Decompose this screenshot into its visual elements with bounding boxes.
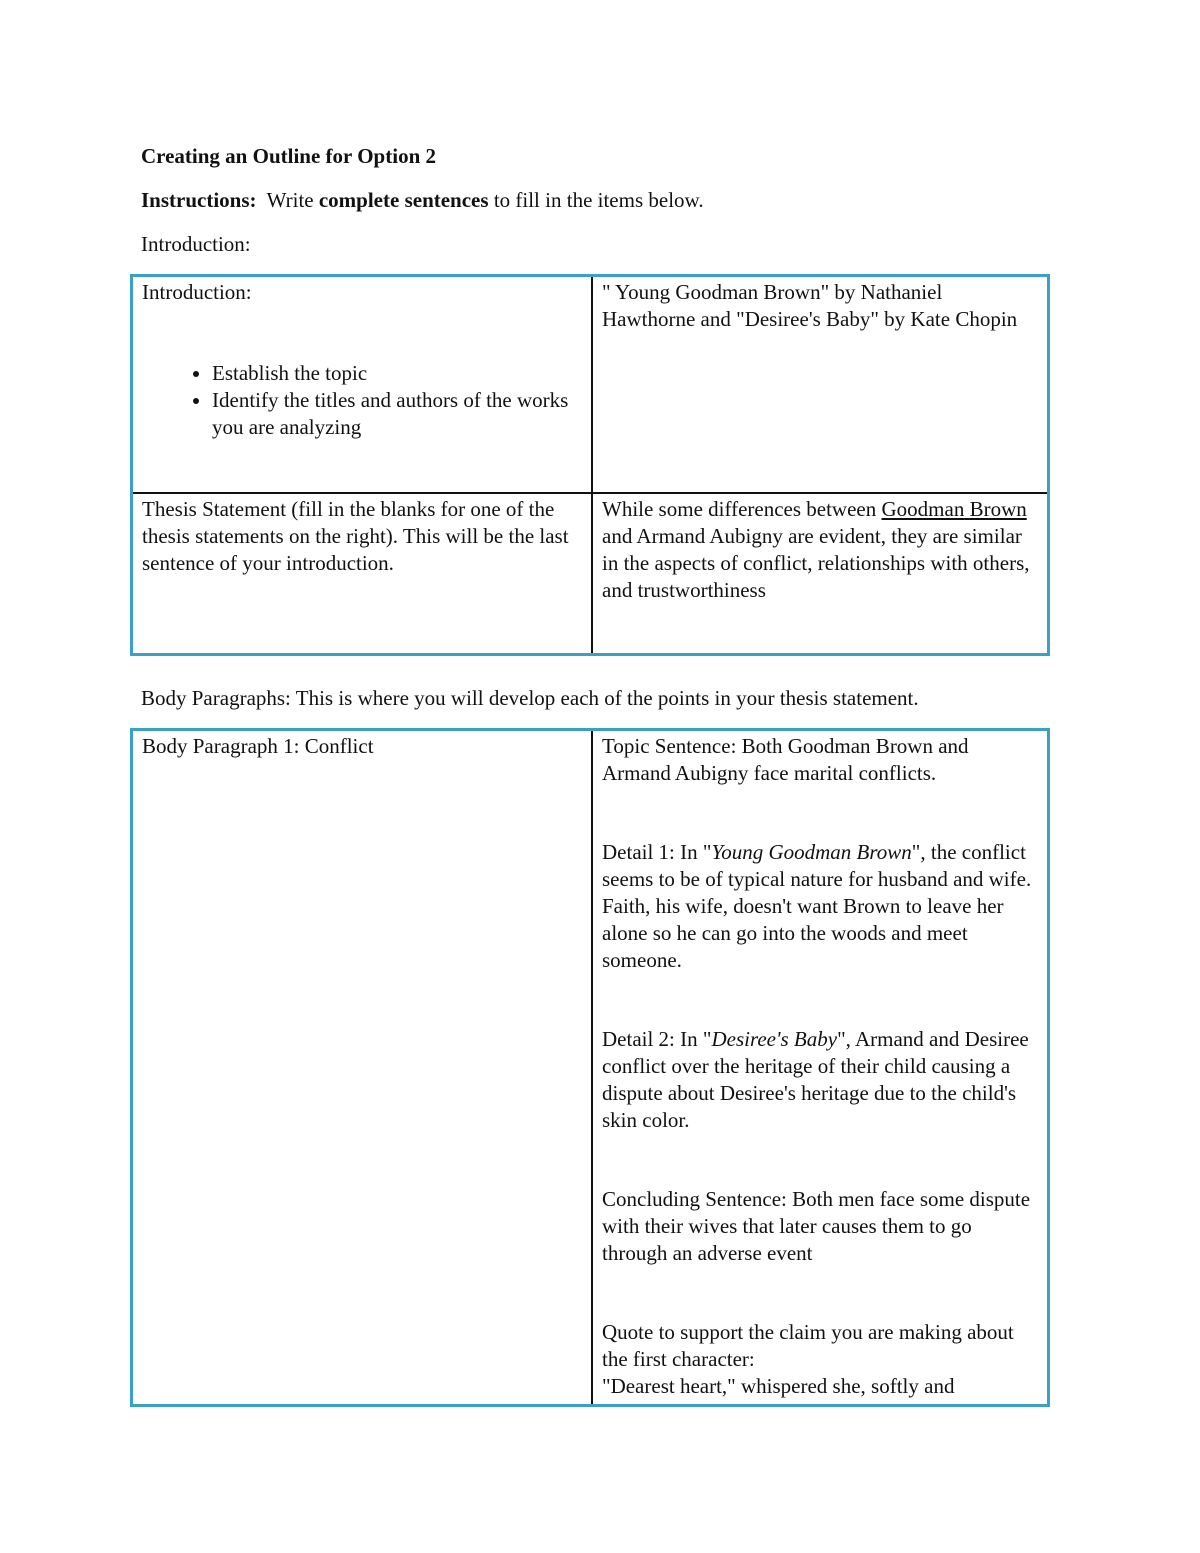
instructions-post: to fill in the items below. [493,188,704,212]
thesis-underline-2: Brown [969,497,1027,522]
thesis-statement-text [602,496,1038,604]
instructions-label: Instructions: [141,188,257,212]
body-paragraph-table [130,728,1050,1407]
body-paragraphs-label: Body Paragraphs: This is where you will develop each of the points in your thesis statement. [141,686,919,710]
titles-authors-text: " Young Goodman Brown" by Nathaniel Hawthorne and "Desiree's Baby" by Kate Chopin [602,280,1018,331]
detail-1 [602,839,1038,974]
quote-text: "Dearest heart," whispered she, softly and [602,1374,955,1398]
instructions-pre: Write [266,188,314,212]
introduction-bullets [142,360,582,441]
table-row [132,276,1049,494]
thesis-instructions-text: Thesis Statement (fill in the blanks for one of the thesis statements on the right). This will be the last sentence of your introduction. [142,497,569,576]
thesis-statement-cell[interactable] [592,493,1049,654]
introduction-heading: Introduction: [142,280,252,304]
detail-2-post: ", Armand and Desiree conflict over the heritage of their child causing a dispute about Desiree's heritage due to the child's skin color. [602,1027,1029,1132]
page-title: Creating an Outline for Option 2 [141,144,436,168]
detail-2-pre: Detail 2: In " [602,1027,712,1051]
titles-authors-cell[interactable] [592,276,1049,494]
table-row [132,730,1049,1406]
table-row [132,493,1049,654]
concluding-sentence: Concluding Sentence: Both men face some dispute with their wives that later causes them to go through an adverse event [602,1187,1031,1265]
body-paragraph-1-content-cell[interactable] [592,730,1049,1406]
topic-sentence: Topic Sentence: Both Goodman Brown and Armand Aubigny face marital conflicts. [602,734,969,785]
thesis-instructions-cell [132,493,593,654]
body-paragraph-1-cell [132,730,593,1406]
instructions-bold: complete sentences [318,188,489,212]
detail-1-post: ", the conflict seems to be of typical nature for husband and wife. Faith, his wife, doesn't want Brown to leave her alone so he can go into the woods and meet someone. [602,840,1032,972]
introduction-label: Introduction: [141,232,251,256]
detail-1-title: Young Goodman Brown [711,840,912,864]
thesis-underline-1: Goodman [881,497,965,522]
detail-2 [602,1026,1038,1134]
detail-1-pre: Detail 1: In " [602,840,712,864]
detail-2-title: Desiree's Baby [711,1027,838,1051]
thesis-post: and Armand Aubigny are evident, they are similar in the aspects of conflict, relationships with others, and trustworthiness [602,524,1030,603]
body-paragraph-1-heading: Body Paragraph 1: Conflict [142,734,374,758]
introduction-cell[interactable] [132,276,593,494]
quote-label: Quote to support the claim you are making about the first character: [602,1320,1014,1371]
list-item: • Establish the topic [212,360,582,387]
introduction-table [130,274,1050,656]
list-item: • Identify the titles and authors of the works you are analyzing [212,387,582,441]
instructions-line [141,187,704,214]
thesis-pre: While some differences between [602,497,877,522]
